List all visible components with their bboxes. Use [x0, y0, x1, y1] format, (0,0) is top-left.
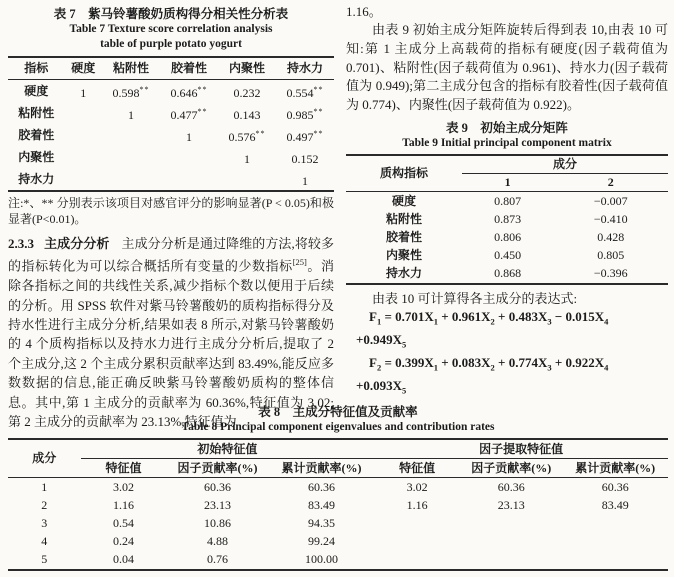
cell: 1 [128, 107, 135, 122]
cell [64, 124, 102, 146]
row-label: 胶着性 [18, 127, 55, 142]
cell: 0.873 [494, 211, 522, 226]
cell: 1 [243, 151, 250, 166]
cell: 0.76 [207, 552, 229, 567]
table9-caption-zh: 表 9 初始主成分矩阵 [446, 120, 568, 135]
correlation-table [8, 56, 334, 192]
cell: 60.36 [307, 479, 335, 494]
cell: 1.16 [406, 497, 428, 512]
component-matrix-table [346, 154, 668, 285]
rotation-paragraph: 由表 9 初始主成分矩阵旋转后得到表 10,由表 10 可知:第 1 主成分上高载荷的指标有硬度(因子载荷值为 0.701)、粘附性(因子载荷值为 0.961)、持水力(因子载荷值为 0.949);第二主成分包含的指标有胶着性(因子载荷值为 0.774)、内聚性(因子载荷值为 0.922)。 [346, 22, 668, 113]
table-row [8, 80, 334, 103]
table-row [8, 551, 668, 570]
row-label: 1 [41, 479, 48, 494]
table8-caption-zh: 表 8 主成分特征值及贡献率 [258, 405, 418, 419]
right-column [346, 2, 668, 400]
formula-f1-line1: $F_1 = 0.701X_1 + 0.961X_2 + 0.483X_3 - 0.015X_4$ [369, 308, 609, 327]
row-label: 粘附性 [18, 105, 55, 120]
formula-f2-line2: $+0.093X_5$ [356, 378, 407, 396]
cell: 1 [80, 85, 87, 100]
row-label: 3 [41, 515, 48, 530]
cell: 60.36 [601, 479, 629, 494]
table-subheader-row [8, 459, 668, 478]
cell: −0.007 [593, 193, 628, 208]
table7-caption-zh: 表 7 紫马铃薯酸奶质构得分相关性分析表 [53, 7, 289, 21]
cell [64, 168, 102, 191]
table9-caption-en: Table 9 Initial principal component matrix [402, 136, 612, 149]
expression-intro: 由表 10 可计算得各主成分的表达式: [372, 290, 578, 306]
cell: 100.00 [304, 552, 338, 567]
table-row [8, 533, 668, 551]
cell [160, 168, 218, 191]
row-label: 内聚性 [385, 248, 422, 263]
header-cell: 粘附性 [102, 57, 160, 80]
table-row [346, 228, 668, 246]
header-cell: 特征值 [81, 459, 167, 478]
table-row [8, 124, 334, 146]
cell: 0.985** [286, 106, 324, 122]
header-cell: 2 [553, 173, 668, 191]
cell [102, 146, 160, 168]
header-cell: 指标 [8, 57, 64, 80]
cell: 94.35 [307, 515, 335, 530]
row-label: 持水力 [18, 171, 55, 186]
left-column [8, 6, 334, 431]
row-label: 硬度 [24, 83, 49, 98]
cell: 0.576** [228, 128, 266, 144]
cell: 99.24 [307, 534, 335, 549]
table-header-row [8, 57, 334, 80]
cell [460, 533, 562, 551]
cell: 0.24 [112, 534, 134, 549]
cell: 23.13 [204, 497, 232, 512]
header-cell: 质构指标 [346, 155, 462, 192]
header-cell: 特征值 [374, 459, 460, 478]
table-row [8, 168, 334, 191]
header-cell: 累计贡献率(%) [562, 459, 668, 478]
table-row [346, 247, 668, 265]
citation-ref: [25] [292, 257, 307, 268]
header-cell: 因子贡献率(%) [460, 459, 562, 478]
row-label: 粘附性 [385, 211, 422, 226]
cell [374, 514, 460, 532]
header-cell: 硬度 [64, 57, 102, 80]
cell: 0.428 [597, 229, 625, 244]
bottom-section [8, 404, 668, 571]
table-header-row [8, 439, 668, 459]
eigenvalue-table [8, 438, 668, 571]
row-label: 硬度 [391, 193, 416, 208]
group-header-cell: 初始特征值 [81, 439, 375, 459]
cell [160, 146, 218, 168]
cell [562, 551, 668, 570]
cell [460, 551, 562, 570]
cell: 0.450 [494, 248, 522, 263]
section-body-text: 。消除各指标之间的共线性关系,减少指标个数以便用于后续的分析。用 SPSS 软件对紫马铃薯酸奶的质构指标得分及持水性进行主成分分析,结果如表 8 所示,对紫马铃薯酸奶的 4 个质构指标以及持水力进行主成分分析后,提取了 2 个主成分,这 2 个主成分累积贡献率达到 83.49%,能反应多数数据的信息,能正确反映紫马铃薯酸奶质构的整体信息。其中,第 1 主成分的贡献率为 60.36%,特征值为 3.02;第 2 主成分的贡献率为 23.13%,特征值为 [8, 258, 334, 429]
header-cell: 胶着性 [160, 57, 218, 80]
table-row [346, 265, 668, 284]
formula-f2-line1: $F_2 = 0.399X_1 + 0.083X_2 + 0.774X_3 + 0.922X_4$ [369, 355, 609, 373]
row-label: 4 [41, 534, 48, 549]
cell [218, 168, 276, 191]
header-cell: 持水力 [276, 57, 334, 80]
cell: 0.554** [286, 84, 324, 100]
cell [64, 146, 102, 168]
table7-caption-en-line2: table of purple potato yogurt [100, 38, 242, 50]
row-label: 2 [41, 497, 48, 512]
cell: 0.04 [112, 552, 134, 567]
cell: 0.868 [494, 266, 522, 281]
cell: 83.49 [601, 497, 629, 512]
row-label: 持水力 [385, 266, 422, 281]
cell: 10.86 [204, 515, 232, 530]
header-cell: 成分 [8, 439, 81, 478]
table-row [8, 514, 668, 532]
cell [102, 168, 160, 191]
table8-caption-en: Table 8 Principal component eigenvalues and contribution rates [181, 421, 495, 433]
cell: 1.16 [112, 497, 134, 512]
cell: 0.806 [494, 229, 522, 244]
cell: 0.497** [286, 128, 324, 144]
cell: 4.88 [207, 534, 229, 549]
cell: 3.02 [112, 479, 134, 494]
section-233-paragraph [8, 234, 334, 431]
carryover-text: 1.16。 [346, 4, 382, 19]
cell: −0.410 [593, 211, 628, 226]
cell [64, 102, 102, 124]
table7-note: 注:*、** 分别表示该项目对感官评分的影响显著(P < 0.05)和极显著(P<0.01)。 [8, 196, 334, 226]
table-row [8, 496, 668, 514]
header-cell: 1 [462, 173, 554, 191]
table-row [8, 478, 668, 497]
row-label: 胶着性 [385, 229, 422, 244]
cell [374, 551, 460, 570]
cell: 0.598** [112, 84, 150, 100]
cell: 0.807 [494, 193, 522, 208]
section-body-text: 主成分分析是通过降维的方法,将较多的指标转化为可以综合概括所有变量的少数指标 [8, 236, 334, 274]
cell: 1 [186, 129, 193, 144]
table-row [346, 191, 668, 210]
cell: 0.805 [597, 248, 625, 263]
cell: 0.152 [291, 151, 319, 166]
row-label: 5 [41, 552, 48, 567]
cell: 23.13 [497, 497, 525, 512]
table-row [8, 146, 334, 168]
cell [562, 533, 668, 551]
cell: 3.02 [406, 479, 428, 494]
table7-caption-en-line1: Table 7 Texture score correlation analysis [69, 23, 273, 35]
cell: 83.49 [307, 497, 335, 512]
cell: 0.232 [233, 85, 261, 100]
section-title: 主成分分析 [44, 236, 110, 251]
header-cell: 累计贡献率(%) [269, 459, 375, 478]
cell: 0.54 [112, 515, 134, 530]
section-number: 2.3.3 [8, 236, 34, 251]
table-row [8, 102, 334, 124]
cell [374, 533, 460, 551]
group-header-cell: 成分 [462, 155, 668, 174]
table-row [346, 210, 668, 228]
group-header-cell: 因子提取特征值 [374, 439, 668, 459]
header-cell: 内聚性 [218, 57, 276, 80]
cell: 1 [301, 173, 308, 188]
cell [102, 124, 160, 146]
cell [562, 514, 668, 532]
cell: 0.646** [170, 84, 208, 100]
cell [460, 514, 562, 532]
cell: 60.36 [497, 479, 525, 494]
cell: 0.143 [233, 107, 261, 122]
table-header-row [346, 155, 668, 174]
row-label: 内聚性 [18, 149, 55, 164]
cell: 0.477** [170, 106, 208, 122]
cell: 60.36 [204, 479, 232, 494]
cell: −0.396 [593, 266, 628, 281]
header-cell: 因子贡献率(%) [166, 459, 268, 478]
formula-f1-line2: $+0.949X_5$ [356, 332, 407, 350]
